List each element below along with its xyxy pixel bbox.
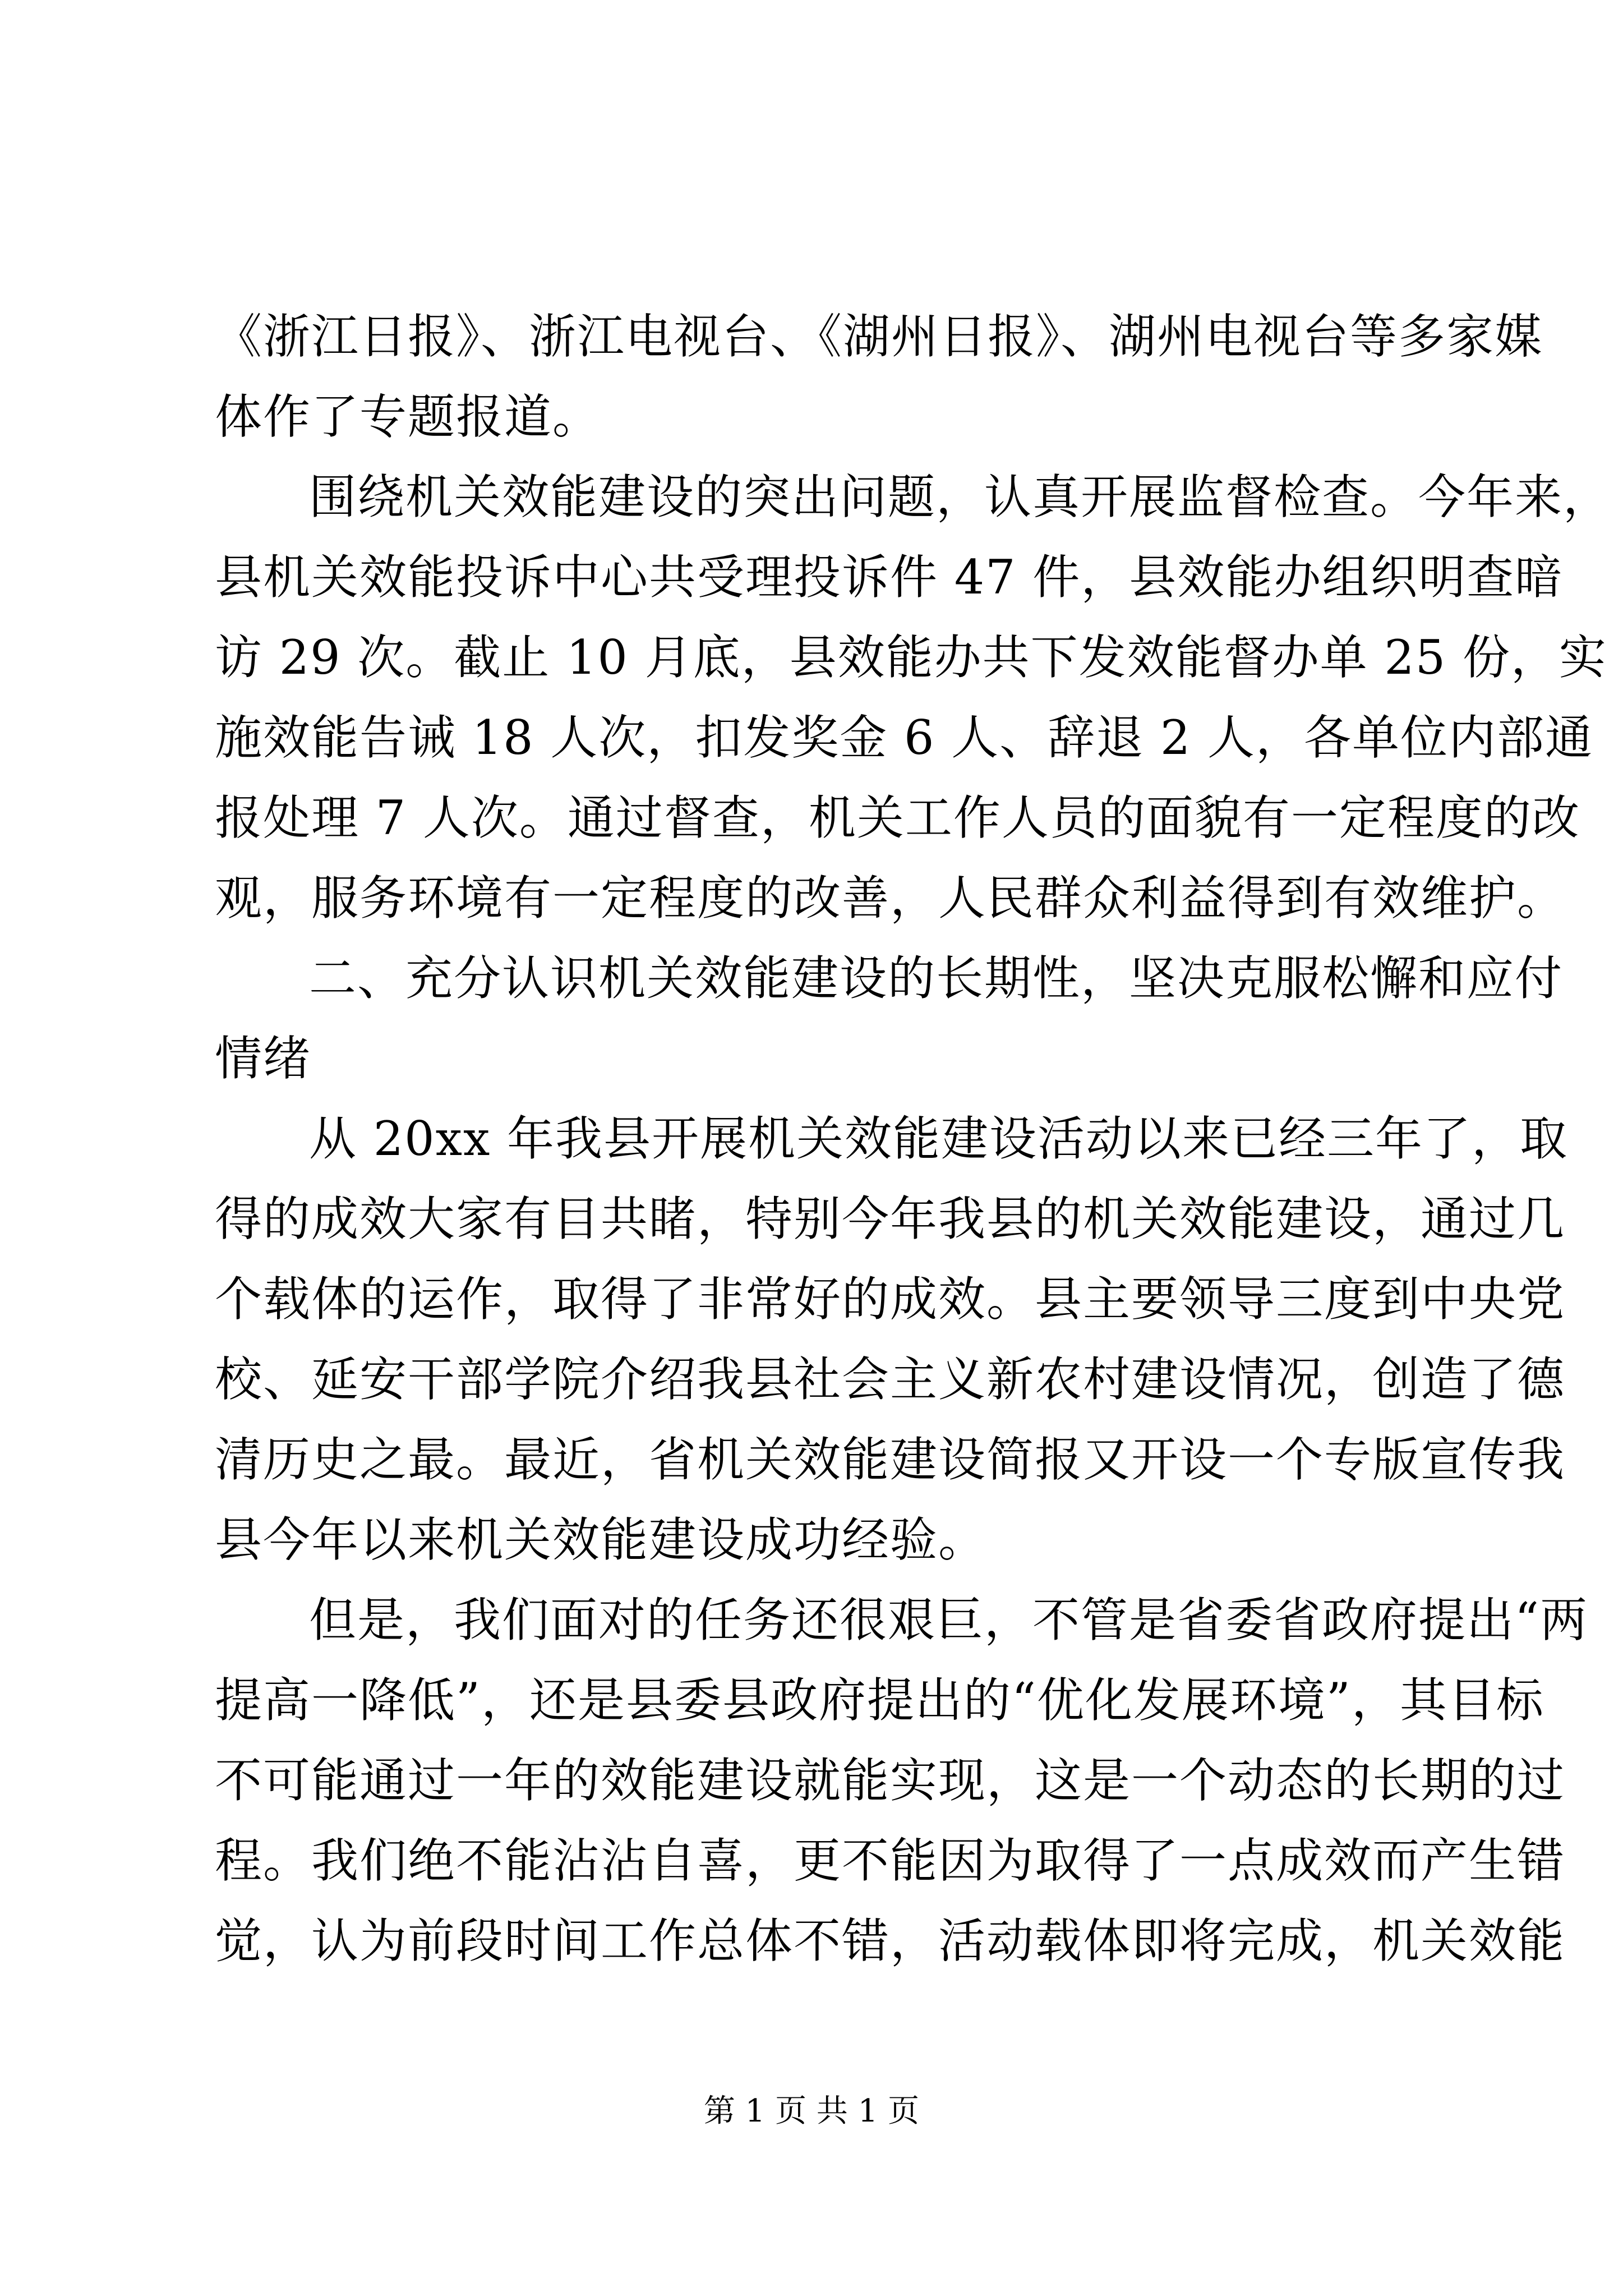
text-line: 不可能通过一年的效能建设就能实现，这是一个动态的长期的过 [215, 1753, 1566, 1808]
text-line: 县今年以来机关效能建设成功经验。 [215, 1512, 987, 1567]
document-body [215, 297, 1612, 1981]
text-line: 访 29 次。截止 10 月底，县效能办共下发效能督办单 25 份，实 [215, 630, 1607, 685]
text-line: 程。我们绝不能沾沾自喜，更不能因为取得了一点成效而产生错 [215, 1833, 1566, 1888]
text-line: 县机关效能投诉中心共受理投诉件 47 件，县效能办组织明查暗 [215, 550, 1564, 605]
page-number-footer: 第 1 页 共 1 页 [703, 2093, 920, 2129]
section-heading-line: 情绪 [215, 1031, 312, 1086]
text-line: 围绕机关效能建设的突出问题，认真开展监督检查。今年来， [309, 470, 1612, 524]
text-line: 得的成效大家有目共睹，特别今年我县的机关效能建设，通过几 [215, 1191, 1566, 1246]
text-line: 校、延安干部学院介绍我县社会主义新农村建设情况，创造了德 [215, 1352, 1566, 1407]
text-line: 但是，我们面对的任务还很艰巨，不管是省委省政府提出“两 [309, 1593, 1588, 1648]
text-line: 清历史之最。最近，省机关效能建设简报又开设一个专版宣传我 [215, 1432, 1566, 1487]
text-line: 觉，认为前段时间工作总体不错，活动载体即将完成，机关效能 [215, 1913, 1566, 1968]
text-line: 提高一降低”，还是县委县政府提出的“优化发展环境”，其目标 [215, 1673, 1544, 1728]
text-line: 报处理 7 人次。通过督查，机关工作人员的面貌有一定程度的改 [215, 790, 1580, 845]
text-line: 观，服务环境有一定程度的改善，人民群众利益得到有效维护。 [215, 871, 1566, 926]
text-line: 个载体的运作，取得了非常好的成效。县主要领导三度到中央党 [215, 1272, 1566, 1327]
text-line: 《浙江日报》、浙江电视台、《湖州日报》、湖州电视台等多家媒 [215, 309, 1543, 364]
text-line: 体作了专题报道。 [215, 389, 601, 444]
text-line: 施效能告诫 18 人次，扣发奖金 6 人、辞退 2 人，各单位内部通 [215, 710, 1593, 765]
text-line: 从 20xx 年我县开展机关效能建设活动以来已经三年了，取 [309, 1111, 1569, 1166]
section-heading-line: 二、充分认识机关效能建设的长期性，坚决克服松懈和应付 [309, 951, 1564, 1006]
